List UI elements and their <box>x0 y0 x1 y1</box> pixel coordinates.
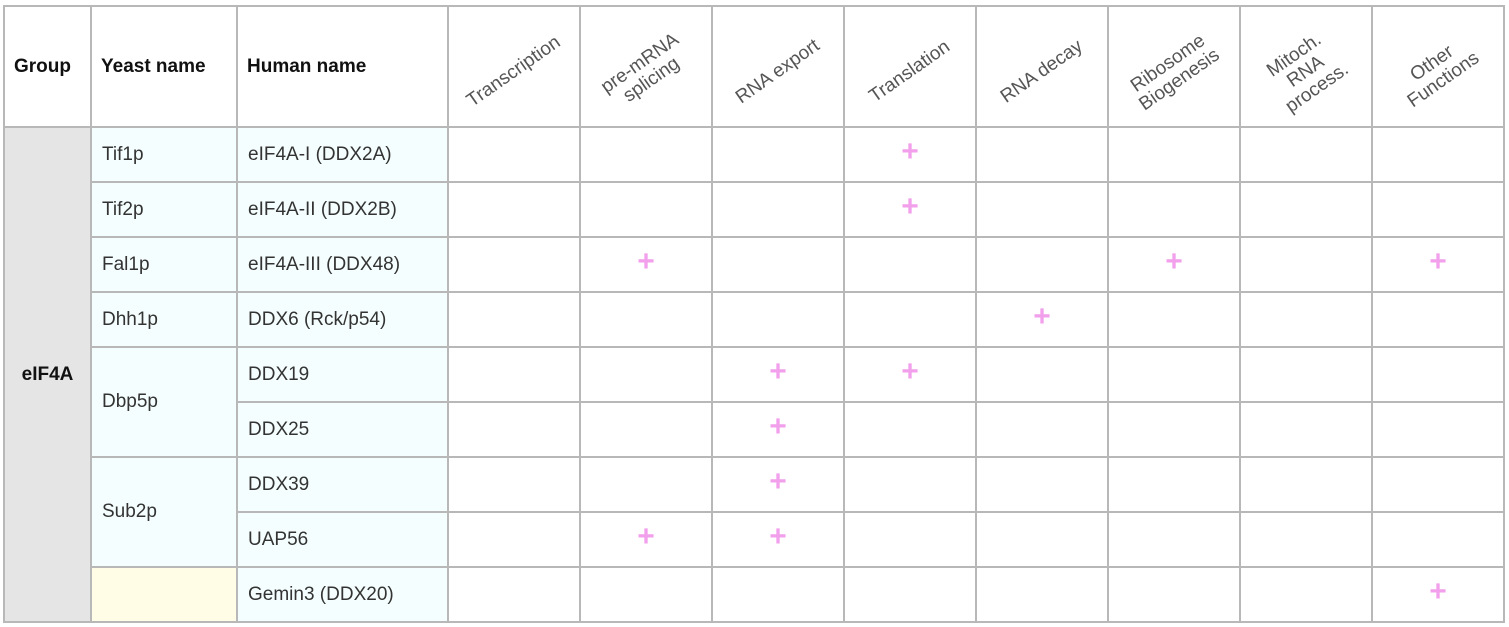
function-cell <box>976 182 1108 237</box>
function-cell <box>712 512 844 567</box>
function-label: Other Functions <box>1403 41 1484 113</box>
function-cell <box>1372 457 1504 512</box>
function-cell <box>976 237 1108 292</box>
function-cell <box>580 347 712 402</box>
function-cell <box>580 127 712 182</box>
function-cell <box>1108 567 1240 622</box>
function-cell <box>976 457 1108 512</box>
table-row <box>4 127 1504 182</box>
function-cell <box>1108 347 1240 402</box>
function-label: Mitoch. RNA process. <box>1263 29 1353 118</box>
function-cell <box>712 567 844 622</box>
function-cell <box>448 237 580 292</box>
human-name-cell: DDX25 <box>237 402 448 457</box>
plus-icon: + <box>1033 300 1051 333</box>
function-cell <box>580 237 712 292</box>
header-function <box>580 6 712 127</box>
yeast-name-cell: Sub2p <box>91 457 237 567</box>
function-label: pre-mRNA splicing <box>597 29 684 108</box>
human-name-cell: eIF4A-I (DDX2A) <box>237 127 448 182</box>
function-cell <box>1240 182 1372 237</box>
plus-icon: + <box>901 355 919 388</box>
function-cell <box>580 402 712 457</box>
function-cell <box>976 127 1108 182</box>
function-cell <box>1240 292 1372 347</box>
yeast-name-cell: Tif2p <box>91 182 237 237</box>
function-cell <box>448 127 580 182</box>
header-function <box>1372 6 1504 127</box>
function-cell <box>1240 127 1372 182</box>
function-cell <box>712 182 844 237</box>
function-cell <box>580 457 712 512</box>
human-name-cell: eIF4A-III (DDX48) <box>237 237 448 292</box>
function-cell <box>1240 237 1372 292</box>
function-cell <box>1108 457 1240 512</box>
function-cell <box>1240 347 1372 402</box>
function-cell <box>1372 512 1504 567</box>
function-cell <box>712 457 844 512</box>
function-cell <box>580 567 712 622</box>
header-function <box>976 6 1108 127</box>
function-cell <box>1108 127 1240 182</box>
function-cell <box>844 402 976 457</box>
function-cell <box>580 512 712 567</box>
plus-icon: + <box>1429 245 1447 278</box>
function-cell <box>1372 182 1504 237</box>
plus-icon: + <box>769 465 787 498</box>
function-cell <box>712 127 844 182</box>
table-body <box>4 127 1504 622</box>
function-cell <box>976 512 1108 567</box>
table-row <box>4 182 1504 237</box>
function-cell <box>844 182 976 237</box>
header-function <box>712 6 844 127</box>
function-cell <box>1240 567 1372 622</box>
function-cell <box>976 402 1108 457</box>
header-yeast-name: Yeast name <box>91 6 237 127</box>
function-cell <box>712 292 844 347</box>
plus-icon: + <box>1429 575 1447 608</box>
function-cell <box>844 237 976 292</box>
plus-icon: + <box>769 520 787 553</box>
plus-icon: + <box>637 245 655 278</box>
function-cell <box>1372 347 1504 402</box>
function-cell <box>1372 127 1504 182</box>
plus-icon: + <box>637 520 655 553</box>
table-row <box>4 347 1504 402</box>
yeast-name-cell: Dhh1p <box>91 292 237 347</box>
function-cell <box>1372 292 1504 347</box>
human-name-cell: UAP56 <box>237 512 448 567</box>
function-cell <box>580 292 712 347</box>
function-label: RNA decay <box>996 36 1087 108</box>
yeast-name-cell: Fal1p <box>91 237 237 292</box>
header-row <box>4 6 1504 127</box>
dead-box-helicase-function-table <box>3 5 1505 623</box>
function-cell <box>844 567 976 622</box>
function-cell <box>1108 402 1240 457</box>
header-function <box>844 6 976 127</box>
function-cell <box>1108 292 1240 347</box>
yeast-name-cell: Dbp5p <box>91 347 237 457</box>
function-cell <box>1240 457 1372 512</box>
header-group: Group <box>4 6 91 127</box>
function-cell <box>448 182 580 237</box>
function-cell <box>1240 402 1372 457</box>
group-cell: eIF4A <box>4 127 91 622</box>
plus-icon: + <box>901 190 919 223</box>
function-cell <box>976 292 1108 347</box>
function-label: Transcription <box>462 32 565 112</box>
function-cell <box>1108 237 1240 292</box>
function-cell <box>1240 512 1372 567</box>
header-human-name: Human name <box>237 6 448 127</box>
function-cell <box>1372 402 1504 457</box>
function-cell <box>712 347 844 402</box>
function-cell <box>448 347 580 402</box>
header-function <box>1240 6 1372 127</box>
plus-icon: + <box>1165 245 1183 278</box>
function-cell <box>448 567 580 622</box>
function-cell <box>712 237 844 292</box>
function-cell <box>1108 512 1240 567</box>
function-cell <box>580 182 712 237</box>
human-name-cell: DDX19 <box>237 347 448 402</box>
human-name-cell: eIF4A-II (DDX2B) <box>237 182 448 237</box>
plus-icon: + <box>901 135 919 168</box>
function-cell <box>448 457 580 512</box>
header-function <box>448 6 580 127</box>
function-cell <box>712 402 844 457</box>
function-cell <box>844 457 976 512</box>
table-row <box>4 457 1504 512</box>
function-cell <box>844 512 976 567</box>
function-cell <box>1372 237 1504 292</box>
human-name-cell: Gemin3 (DDX20) <box>237 567 448 622</box>
function-cell <box>448 402 580 457</box>
function-cell <box>976 347 1108 402</box>
function-cell <box>448 512 580 567</box>
function-cell <box>1108 182 1240 237</box>
table-row <box>4 292 1504 347</box>
yeast-name-cell: Tif1p <box>91 127 237 182</box>
function-label: RNA export <box>731 35 824 109</box>
table-row <box>4 237 1504 292</box>
plus-icon: + <box>769 355 787 388</box>
table-row <box>4 567 1504 622</box>
human-name-cell: DDX39 <box>237 457 448 512</box>
function-label: Ribosome Biogenesis <box>1126 30 1224 116</box>
plus-icon: + <box>769 410 787 443</box>
human-name-cell: DDX6 (Rck/p54) <box>237 292 448 347</box>
function-cell <box>844 292 976 347</box>
function-cell <box>844 347 976 402</box>
function-cell <box>1372 567 1504 622</box>
yeast-name-cell <box>91 567 237 622</box>
function-cell <box>448 292 580 347</box>
function-cell <box>976 567 1108 622</box>
function-label: Translation <box>865 36 954 108</box>
header-function <box>1108 6 1240 127</box>
function-cell <box>844 127 976 182</box>
